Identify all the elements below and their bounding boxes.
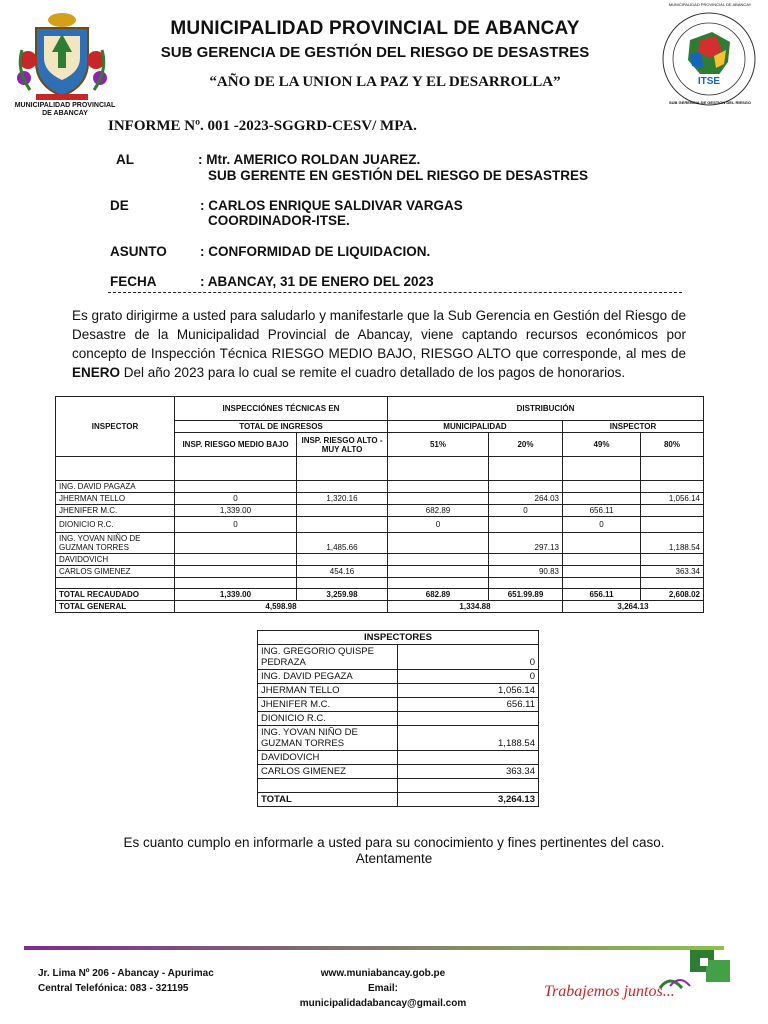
slogan-text: Trabajemos juntos... <box>544 983 675 1000</box>
table-row <box>258 712 539 726</box>
row-p80 <box>641 578 704 589</box>
table-header-row <box>56 397 704 421</box>
row-p51 <box>388 457 489 481</box>
itse-logo-label: ITSE <box>697 76 721 87</box>
row-p20: 264.03 <box>489 493 563 505</box>
row-name: ING. YOVAN NIÑO DE GUZMAN TORRES <box>56 533 175 554</box>
header-municipalidad: MUNICIPALIDAD <box>388 421 563 433</box>
header-inspector-sub: INSPECTOR <box>563 421 704 433</box>
row-p51 <box>388 533 489 554</box>
header-inspector: INSPECTOR <box>56 397 175 457</box>
row-p49 <box>563 566 641 578</box>
row-p80: 1,188.54 <box>641 533 704 554</box>
header-80: 80% <box>641 433 704 457</box>
row-alto <box>297 578 388 589</box>
header-51: 51% <box>388 433 489 457</box>
closing-text <box>60 835 728 867</box>
total-general-inspector: 3,264.13 <box>563 601 704 613</box>
row-p80 <box>641 457 704 481</box>
row-name <box>56 578 175 589</box>
de-key: DE <box>110 198 129 213</box>
inspector-value: 363.34 <box>398 765 539 779</box>
al-value-line1: : Mtr. AMERICO ROLDAN JUAREZ. <box>198 152 421 167</box>
fecha-key: FECHA <box>110 274 157 289</box>
table-row <box>258 751 539 765</box>
body-text-part2: Del año 2023 para lo cual se remite el cuadro detallado de los pagos de honorarios. <box>120 365 626 380</box>
row-medio <box>175 457 297 481</box>
row-p80 <box>641 505 704 517</box>
row-p49 <box>563 457 641 481</box>
row-p80 <box>641 554 704 566</box>
de-value-line1: : CARLOS ENRIQUE SALDIVAR VARGAS <box>200 198 463 213</box>
report-number: INFORME Nº. 001 -2023-SGGRD-CESV/ MPA. <box>108 118 417 134</box>
row-name: JHERMAN TELLO <box>56 493 175 505</box>
row-p49 <box>563 554 641 566</box>
row-name: ING. DAVID PAGAZA <box>56 481 175 493</box>
trabajemos-juntos-logo <box>540 950 740 1010</box>
inspectors-table <box>257 630 539 807</box>
municipality-title: MUNICIPALIDAD PROVINCIAL DE ABANCAY <box>170 18 580 39</box>
inspector-name <box>258 779 398 793</box>
table-row <box>56 578 704 589</box>
row-p20 <box>489 517 563 533</box>
inspector-name: ING. DAVID PEGAZA <box>258 670 398 684</box>
al-key: AL <box>116 152 134 167</box>
table-row <box>258 698 539 712</box>
table-row <box>258 726 539 751</box>
inspector-name: ING. YOVAN NIÑO DE GUZMAN TORRES <box>258 726 398 751</box>
table-row <box>56 505 704 517</box>
municipal-crest-logo <box>14 10 110 104</box>
year-motto: “AÑO DE LA UNION LA PAZ Y EL DESARROLLA” <box>209 74 561 90</box>
header-20: 20% <box>489 433 563 457</box>
row-p80: 363.34 <box>641 566 704 578</box>
total-general-ingresos: 4,598.98 <box>175 601 388 613</box>
fecha-value: : ABANCAY, 31 DE ENERO DEL 2023 <box>200 274 434 289</box>
inspector-name: DIONICIO R.C. <box>258 712 398 726</box>
footer-phone: Central Telefónica: 083 - 321195 <box>38 983 189 994</box>
row-alto <box>297 554 388 566</box>
row-medio: 0 <box>175 517 297 533</box>
row-p20: 297.13 <box>489 533 563 554</box>
row-p80: 1,056.14 <box>641 493 704 505</box>
row-name: CARLOS GIMENEZ <box>56 566 175 578</box>
table-row <box>56 566 704 578</box>
row-medio <box>175 578 297 589</box>
footer-address: Jr. Lima Nº 206 - Abancay - Apurimac <box>38 968 214 979</box>
footer-website-link[interactable]: www.muniabancay.gob.pe <box>320 968 446 979</box>
table-row <box>258 670 539 684</box>
subdivision-title: SUB GERENCIA DE GESTIÓN DEL RIESGO DE DESASTRES <box>160 44 590 61</box>
table-row <box>56 493 704 505</box>
row-p49 <box>563 578 641 589</box>
body-text-part1: Es grato dirigirme a usted para saludarlo y manifestarle que la Sub Gerencia en Gestión del Riesgo de Desastre de la Municipalidad Provincial de Abancay, viene captando recursos económicos por concepto de Inspección Técnica RIESGO MEDIO BAJO, RIESGO ALTO que corresponde, al mes de <box>72 308 686 361</box>
al-value-line2: SUB GERENTE EN GESTIÓN DEL RIESGO DE DESASTRES <box>208 168 589 183</box>
row-p51 <box>388 554 489 566</box>
closing-signoff: Atentamente <box>355 851 433 866</box>
row-p20 <box>489 578 563 589</box>
table-row <box>56 481 704 493</box>
row-name: DIONICIO R.C. <box>56 517 175 533</box>
footer-email-link[interactable]: Email: municipalidadabancay@gmail.com <box>299 983 467 1009</box>
row-p51 <box>388 481 489 493</box>
total-recaudado-row <box>56 589 704 601</box>
table-row <box>56 457 704 481</box>
row-alto <box>297 517 388 533</box>
crest-caption <box>6 102 124 118</box>
row-p51 <box>388 493 489 505</box>
row-medio <box>175 481 297 493</box>
row-medio: 1,339.00 <box>175 505 297 517</box>
inspectors-header: INSPECTORES <box>258 631 539 645</box>
header-distribucion: DISTRIBUCIÓN <box>388 397 704 421</box>
row-p51 <box>388 578 489 589</box>
row-p20 <box>489 457 563 481</box>
row-alto <box>297 481 388 493</box>
row-medio <box>175 533 297 554</box>
footer-web <box>288 966 478 1011</box>
row-p49: 0 <box>563 517 641 533</box>
total-recaudado-p51: 682.89 <box>388 589 489 601</box>
inspector-value <box>398 751 539 765</box>
row-p49 <box>563 481 641 493</box>
total-general-municipalidad: 1,334.88 <box>388 601 563 613</box>
row-alto: 1,485.66 <box>297 533 388 554</box>
total-recaudado-medio: 1,339.00 <box>175 589 297 601</box>
inspectors-total-row <box>258 793 539 807</box>
de-value-line2: COORDINADOR-ITSE. <box>208 213 350 228</box>
inspector-value: 656.11 <box>398 698 539 712</box>
body-paragraph <box>72 306 686 382</box>
total-recaudado-label: TOTAL RECAUDADO <box>56 589 175 601</box>
header-riesgo-medio: INSP. RIESGO MEDIO BAJO <box>175 433 297 457</box>
total-general-row <box>56 601 704 613</box>
row-name: JHENIFER M.C. <box>56 505 175 517</box>
inspectors-header-row <box>258 631 539 645</box>
inspectors-total-value: 3,264.13 <box>398 793 539 807</box>
row-alto <box>297 505 388 517</box>
total-recaudado-p80: 2,608.02 <box>641 589 704 601</box>
inspector-name: DAVIDOVICH <box>258 751 398 765</box>
table-row <box>258 765 539 779</box>
row-name: DAVIDOVICH <box>56 554 175 566</box>
inspector-value: 1,056.14 <box>398 684 539 698</box>
inspector-value: 0 <box>398 645 539 670</box>
crest-caption-line1: MUNICIPALIDAD PROVINCIAL <box>14 102 116 109</box>
total-recaudado-p20: 651.99.89 <box>489 589 563 601</box>
row-p80 <box>641 481 704 493</box>
header-inspecciones: INSPECCIÓNES TÉCNICAS EN <box>175 397 388 421</box>
table-row <box>258 645 539 670</box>
table-row <box>56 517 704 533</box>
total-recaudado-p49: 656.11 <box>563 589 641 601</box>
row-alto: 454.16 <box>297 566 388 578</box>
row-p51 <box>388 566 489 578</box>
table-row <box>258 684 539 698</box>
row-medio <box>175 566 297 578</box>
inspector-value <box>398 712 539 726</box>
header-total-ingresos: TOTAL DE INGRESOS <box>175 421 388 433</box>
row-p49 <box>563 493 641 505</box>
footer-contact <box>38 966 214 996</box>
row-alto <box>297 457 388 481</box>
row-medio: 0 <box>175 493 297 505</box>
closing-line1: Es cuanto cumplo en informarle a usted para su conocimiento y fines pertinentes del caso. <box>123 835 665 850</box>
row-name <box>56 457 175 481</box>
row-p20 <box>489 554 563 566</box>
row-p49: 656.11 <box>563 505 641 517</box>
inspector-name: JHENIFER M.C. <box>258 698 398 712</box>
separator-line <box>108 292 682 293</box>
body-month: ENERO <box>72 365 121 380</box>
inspector-value <box>398 779 539 793</box>
inspector-name: ING. GREGORIO QUISPE PEDRAZA <box>258 645 398 670</box>
inspector-value: 1,188.54 <box>398 726 539 751</box>
crest-caption-line2: DE ABANCAY <box>42 110 88 117</box>
asunto-key: ASUNTO <box>110 244 167 259</box>
row-p51: 0 <box>388 517 489 533</box>
row-p20: 90.83 <box>489 566 563 578</box>
row-p80 <box>641 517 704 533</box>
header-riesgo-alto: INSP. RIESGO ALTO - MUY ALTO <box>297 433 388 457</box>
inspectors-total-label: TOTAL <box>258 793 398 807</box>
table-row <box>258 779 539 793</box>
row-alto: 1,320.16 <box>297 493 388 505</box>
inspector-name: CARLOS GIMENEZ <box>258 765 398 779</box>
itse-top-text: MUNICIPALIDAD PROVINCIAL DE ABANCAY <box>668 2 752 7</box>
distribution-table <box>55 396 704 613</box>
total-general-label: TOTAL GENERAL <box>56 601 175 613</box>
header-49: 49% <box>563 433 641 457</box>
itse-bottom-text: SUB GERENCIA DE GESTION DEL RIESGO <box>668 100 751 105</box>
row-p20 <box>489 481 563 493</box>
row-p51: 682.89 <box>388 505 489 517</box>
row-p20: 0 <box>489 505 563 517</box>
table-row <box>56 554 704 566</box>
itse-logo <box>660 10 758 108</box>
inspector-name: JHERMAN TELLO <box>258 684 398 698</box>
row-p49 <box>563 533 641 554</box>
inspector-value: 0 <box>398 670 539 684</box>
table-row <box>56 533 704 554</box>
asunto-value: : CONFORMIDAD DE LIQUIDACION. <box>200 244 431 259</box>
total-recaudado-alto: 3,259.98 <box>297 589 388 601</box>
row-medio <box>175 554 297 566</box>
